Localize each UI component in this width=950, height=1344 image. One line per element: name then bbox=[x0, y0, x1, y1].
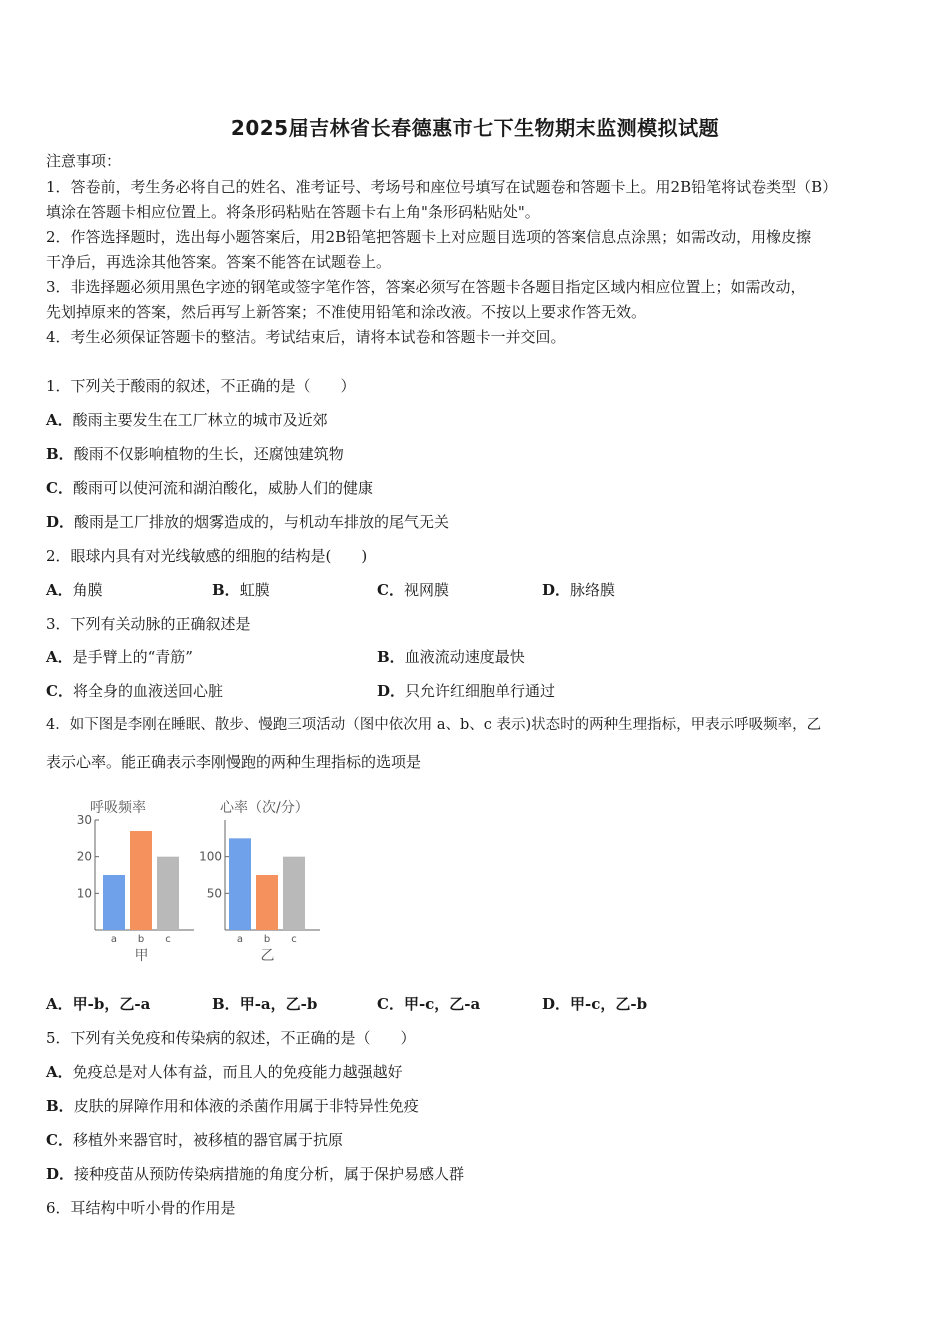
q3-option-c: C．将全身的血液送回心脏 bbox=[46, 682, 223, 700]
bar-a bbox=[229, 838, 251, 930]
x-tick-label: b bbox=[137, 934, 145, 945]
q5-option-b: B．皮肤的屏障作用和体液的杀菌作用属于非特异性免疫 bbox=[46, 1097, 419, 1115]
question-6-stem: 6．耳结构中听小骨的作用是 bbox=[46, 1199, 236, 1217]
chart-respiration bbox=[77, 800, 194, 964]
bar-c bbox=[283, 857, 305, 930]
q2-option-b: B．虹膜 bbox=[212, 581, 270, 599]
question-1-stem: 1．下列关于酸雨的叙述，不正确的是（ ） bbox=[46, 377, 356, 395]
q3-option-d: D．只允许红细胞单行通过 bbox=[377, 682, 556, 700]
q1-option-c: C．酸雨可以使河流和湖泊酸化，威胁人们的健康 bbox=[46, 479, 373, 497]
chart-heart-rate bbox=[199, 800, 320, 964]
notice-line: 4．考生必须保证答题卡的整洁。考试结束后，请将本试卷和答题卡一并交回。 bbox=[46, 328, 566, 346]
question-3-stem: 3．下列有关动脉的正确叙述是 bbox=[46, 615, 251, 633]
bar-a bbox=[103, 875, 125, 930]
y-tick-label: 100 bbox=[199, 849, 222, 864]
q5-option-d: D．接种疫苗从预防传染病措施的角度分析，属于保护易感人群 bbox=[46, 1165, 465, 1183]
y-tick-label: 20 bbox=[76, 849, 92, 864]
notice-line: 填涂在答题卡相应位置上。将条形码粘贴在答题卡右上角"条形码粘贴处"。 bbox=[46, 203, 540, 221]
q2-option-a: A．角膜 bbox=[46, 581, 103, 599]
notice-line: 先划掉原来的答案，然后再写上新答案；不准使用铅笔和涂改液。不按以上要求作答无效。 bbox=[46, 303, 647, 321]
question-4-stem-line1: 4．如下图是李刚在睡眠、散步、慢跑三项活动（图中依次用 a、b、c 表示)状态时的两种生理指标，甲表示呼吸频率，乙 bbox=[46, 717, 822, 733]
chart-caption: 乙 bbox=[260, 948, 275, 964]
question-2-stem: 2．眼球内具有对光线敏感的细胞的结构是( ) bbox=[46, 547, 368, 565]
notice-line: 干净后，再选涂其他答案。答案不能答在试题卷上。 bbox=[46, 253, 392, 271]
q5-option-a: A．免疫总是对人体有益，而且人的免疫能力越强越好 bbox=[46, 1063, 403, 1081]
q4-option-a: A．甲-b，乙-a bbox=[46, 995, 151, 1013]
x-tick-label: a bbox=[236, 934, 244, 945]
notice-heading: 注意事项： bbox=[46, 152, 122, 170]
q3-option-a: A．是手臂上的“青筋” bbox=[46, 648, 193, 666]
x-tick-label: b bbox=[263, 934, 271, 945]
q1-option-d: D．酸雨是工厂排放的烟雾造成的，与机动车排放的尾气无关 bbox=[46, 513, 450, 531]
question-4-stem-line2: 表示心率。能正确表示李刚慢跑的两种生理指标的选项是 bbox=[46, 753, 422, 771]
notice-line: 3．非选择题必须用黑色字迹的钢笔或签字笔作答，答案必须写在答题卡各题目指定区域内相应位置上；如需改动， bbox=[46, 278, 806, 296]
y-tick-label: 30 bbox=[76, 813, 92, 827]
q3-option-b: B．血液流动速度最快 bbox=[377, 648, 525, 666]
x-tick-label: c bbox=[291, 934, 297, 945]
chart-caption: 甲 bbox=[134, 948, 149, 964]
x-tick-label: c bbox=[165, 934, 171, 945]
q2-option-d: D．脉络膜 bbox=[542, 581, 616, 599]
q4-option-d: D．甲-c，乙-b bbox=[542, 995, 648, 1013]
notice-line: 1．答卷前，考生务必将自己的姓名、准考证号、考场号和座位号填写在试题卷和答题卡上。用2B铅笔将试卷类型（B） bbox=[46, 178, 838, 196]
chart-title: 呼吸频率 bbox=[90, 800, 146, 816]
question-5-stem: 5．下列有关免疫和传染病的叙述，不正确的是（ ） bbox=[46, 1029, 416, 1047]
bar-c bbox=[157, 857, 179, 930]
bar-b bbox=[256, 875, 278, 930]
q4-option-c: C．甲-c，乙-a bbox=[377, 995, 481, 1013]
page-title: 2025届吉林省长春德惠市七下生物期末监测模拟试题 bbox=[230, 116, 720, 140]
q4-bar-charts bbox=[70, 790, 350, 970]
chart-title: 心率（次/分） bbox=[220, 800, 309, 816]
q4-option-b: B．甲-a，乙-b bbox=[212, 995, 318, 1013]
x-tick-label: a bbox=[110, 934, 118, 945]
bar-b bbox=[130, 831, 152, 930]
q5-option-c: C．移植外来器官时，被移植的器官属于抗原 bbox=[46, 1131, 343, 1149]
y-tick-label: 50 bbox=[206, 886, 222, 901]
notice-line: 2．作答选择题时，选出每小题答案后，用2B铅笔把答题卡上对应题目选项的答案信息点涂黑；如需改动，用橡皮擦 bbox=[46, 228, 812, 246]
y-tick-label: 10 bbox=[76, 886, 92, 901]
q2-option-c: C．视网膜 bbox=[377, 581, 449, 599]
q1-option-b: B．酸雨不仅影响植物的生长，还腐蚀建筑物 bbox=[46, 445, 344, 463]
q1-option-a: A．酸雨主要发生在工厂林立的城市及近郊 bbox=[46, 411, 328, 429]
